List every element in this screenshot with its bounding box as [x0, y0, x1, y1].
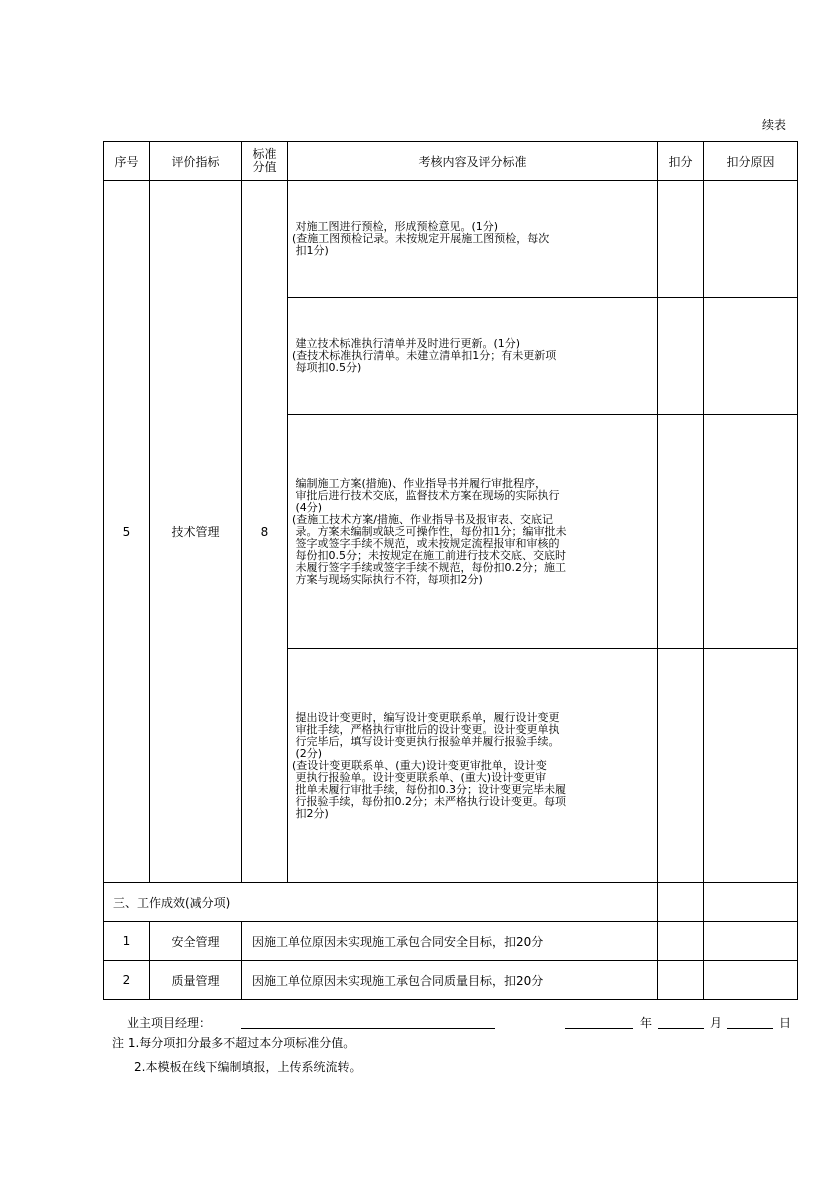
header-indicator: 评价指标	[150, 142, 242, 181]
criteria-line: 编制施工方案(措施)、作业指导书并履行审批程序，	[292, 476, 547, 490]
header-content: 考核内容及评分标准	[288, 142, 658, 181]
criteria-line: 扣1分)	[292, 244, 329, 257]
criteria-line: (4分)	[292, 500, 323, 514]
month-field[interactable]	[658, 1028, 704, 1029]
criteria-line: 签字或签字手续不规范，或未按规定流程报审和审核的	[292, 536, 560, 550]
note-1: 注 1.每分项扣分最多不超过本分项标准分值。	[112, 1036, 356, 1050]
continued-label: 续表	[761, 118, 786, 132]
deduction-cell[interactable]	[658, 298, 704, 415]
reason-cell[interactable]	[704, 922, 798, 961]
day-label: 日	[779, 1016, 792, 1030]
criteria-line: (查施工技术方案/措施、作业指导书及报审表、交底记	[292, 512, 553, 526]
criteria-line: 未履行签字手续或签字手续不规范，每份扣0.2分；施工	[292, 560, 566, 574]
criteria-line: (2分)	[292, 746, 323, 760]
criteria-cell	[288, 649, 658, 883]
header-standard-line1: 标准	[252, 147, 277, 161]
row-seq: 1	[104, 922, 150, 961]
note-2: 2.本模板在线下编制填报，上传系统流转。	[134, 1060, 362, 1074]
item5-indicator: 技术管理	[150, 181, 242, 883]
deduction-cell[interactable]	[658, 415, 704, 649]
deduction-cell[interactable]	[658, 883, 704, 922]
evaluation-table	[103, 141, 798, 1000]
criteria-line: 扣2分)	[292, 806, 329, 820]
criteria-line: 行完毕后，填写设计变更执行报验单并履行报验手续。	[292, 734, 560, 748]
item5-seq: 5	[104, 181, 150, 883]
deduction-cell[interactable]	[658, 961, 704, 1000]
criteria-line: 行报验手续，每份扣0.2分；未严格执行设计变更。每项	[292, 794, 566, 808]
row-seq: 2	[104, 961, 150, 1000]
deduction-cell[interactable]	[658, 181, 704, 298]
header-reason: 扣分原因	[704, 142, 798, 181]
criteria-cell	[288, 298, 658, 415]
criteria-line: (查施工图预检记录。未按规定开展施工图预检，每次	[292, 232, 550, 245]
table-row	[104, 961, 798, 1000]
header-standard-line2: 分值	[252, 160, 277, 174]
row-content: 因施工单位原因未实现施工承包合同质量目标，扣20分	[242, 961, 658, 1000]
deduction-cell[interactable]	[658, 922, 704, 961]
day-field[interactable]	[727, 1028, 773, 1029]
criteria-line: 对施工图进行预检，形成预检意见。(1分)	[292, 220, 499, 233]
header-standard	[242, 142, 288, 181]
criteria-line: (查设计变更联系单、(重大)设计变更审批单，设计变	[292, 758, 547, 772]
criteria-line: 每份扣0.5分；未按规定在施工前进行技术交底、交底时	[292, 548, 566, 562]
row-indicator: 安全管理	[150, 922, 242, 961]
section-title: 三、工作成效(减分项)	[104, 883, 658, 922]
year-label: 年	[640, 1016, 653, 1030]
section-row	[104, 883, 798, 922]
criteria-line: 方案与现场实际执行不符，每项扣2分)	[292, 572, 483, 586]
header-seq: 序号	[104, 142, 150, 181]
table-row	[104, 181, 798, 298]
item5-score: 8	[242, 181, 288, 883]
criteria-line: 建立技术标准执行清单并及时进行更新。(1分)	[292, 337, 521, 350]
header-deduction: 扣分	[658, 142, 704, 181]
criteria-cell	[288, 415, 658, 649]
criteria-line: 每项扣0.5分)	[292, 361, 362, 374]
criteria-line: 录。方案未编制或缺乏可操作性，每份扣1分；编审批未	[292, 524, 567, 538]
criteria-line: (查技术标准执行清单。未建立清单扣1分；有未更新项	[292, 349, 557, 362]
reason-cell[interactable]	[704, 298, 798, 415]
table-row	[104, 922, 798, 961]
criteria-line: 审批后进行技术交底，监督技术方案在现场的实际执行	[292, 488, 560, 502]
criteria-line: 提出设计变更时，编写设计变更联系单，履行设计变更	[292, 710, 560, 724]
reason-cell[interactable]	[704, 883, 798, 922]
criteria-line: 更执行报验单。设计变更联系单、(重大)设计变更审	[292, 770, 547, 784]
criteria-line: 审批手续，严格执行审批后的设计变更。设计变更单执	[292, 722, 560, 736]
row-indicator: 质量管理	[150, 961, 242, 1000]
reason-cell[interactable]	[704, 415, 798, 649]
row-content: 因施工单位原因未实现施工承包合同安全目标，扣20分	[242, 922, 658, 961]
criteria-line: 批单未履行审批手续，每份扣0.3分；设计变更完毕未履	[292, 782, 566, 796]
year-field[interactable]	[565, 1028, 633, 1029]
manager-label: 业主项目经理：	[127, 1016, 212, 1030]
reason-cell[interactable]	[704, 181, 798, 298]
manager-signature-line[interactable]	[241, 1028, 495, 1029]
criteria-cell	[288, 181, 658, 298]
deduction-cell[interactable]	[658, 649, 704, 883]
month-label: 月	[710, 1016, 723, 1030]
reason-cell[interactable]	[704, 649, 798, 883]
reason-cell[interactable]	[704, 961, 798, 1000]
table-header-row	[104, 142, 798, 181]
